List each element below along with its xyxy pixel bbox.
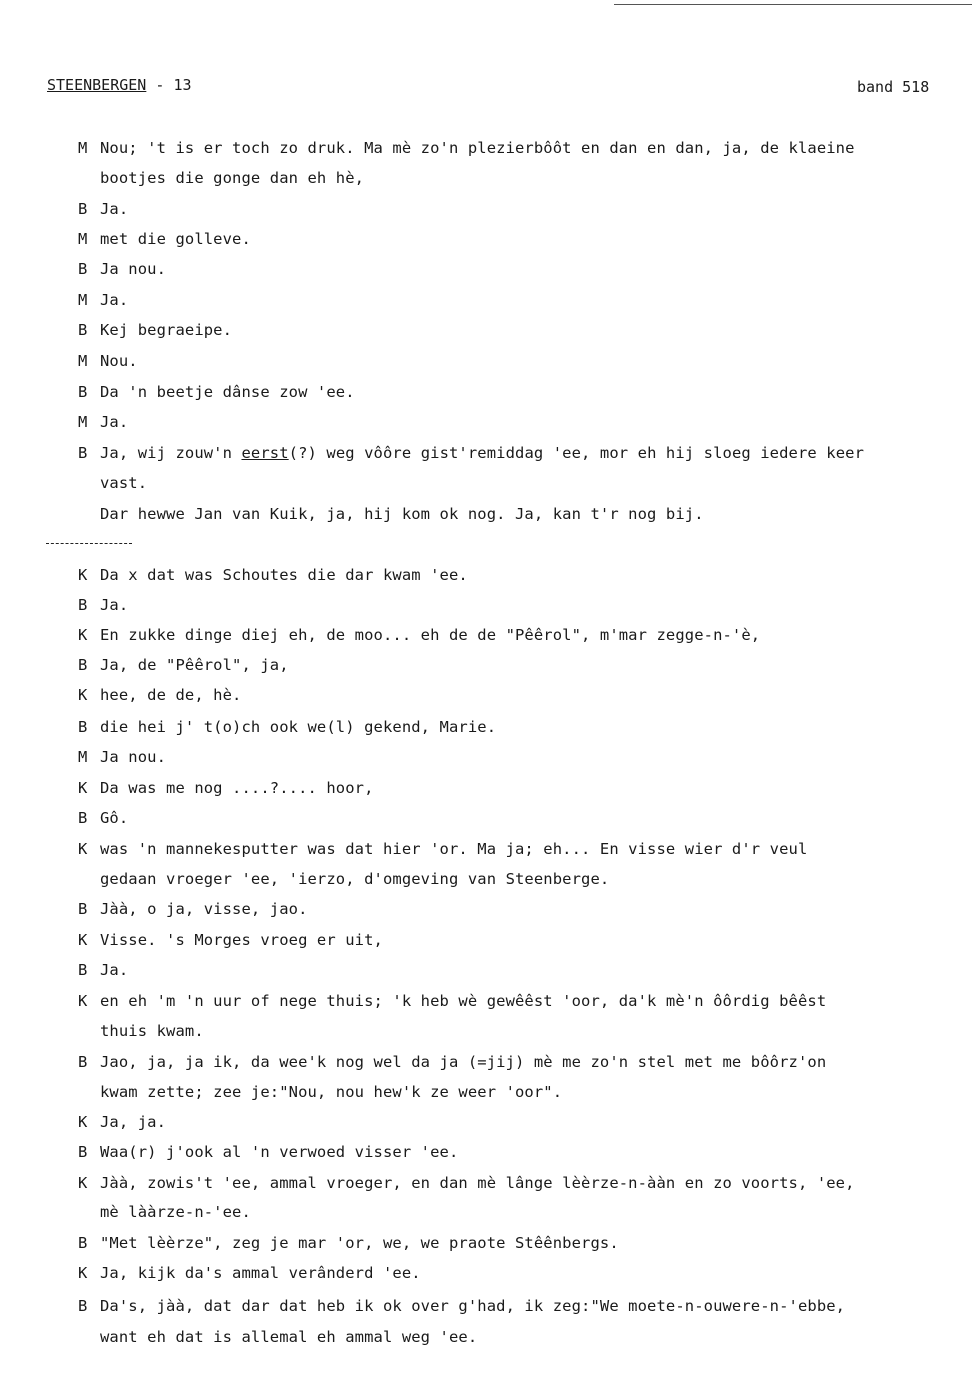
- transcript-line: kwam zette; zee je:"Nou, nou hew'k ze weer 'oor".: [100, 1083, 563, 1101]
- speaker: B: [78, 321, 88, 339]
- line-text: Ja, wij zouw'n: [100, 444, 242, 462]
- speaker: K: [78, 992, 88, 1010]
- transcript-line: Ja.: [100, 200, 129, 218]
- transcript-line: Visse. 's Morges vroeg er uit,: [100, 931, 383, 949]
- section-divider: [46, 543, 132, 544]
- transcript-line: Ja.: [100, 413, 129, 431]
- speaker: M: [78, 413, 88, 431]
- transcript-line: gedaan vroeger 'ee, 'ierzo, d'omgeving van Steenberge.: [100, 870, 610, 888]
- underlined-word: eerst: [241, 444, 289, 462]
- transcript-line: Kej begraeipe.: [100, 321, 233, 339]
- page-number: 13: [173, 76, 192, 94]
- transcript-line: Da 'n beetje dânse zow 'ee.: [100, 383, 355, 401]
- speaker: K: [78, 686, 88, 704]
- speaker: K: [78, 840, 88, 858]
- header-separator: -: [146, 76, 174, 94]
- transcript-line: thuis kwam.: [100, 1022, 204, 1040]
- speaker: B: [78, 383, 88, 401]
- transcript-line: hee, de de, hè.: [100, 686, 242, 704]
- transcript-line: Da x dat was Schoutes die dar kwam 'ee.: [100, 566, 468, 584]
- speaker: M: [78, 748, 88, 766]
- transcript-line: Jao, ja, ja ik, da wee'k nog wel da ja (=jij) mè me zo'n stel met me bôôrz'on: [100, 1053, 827, 1071]
- speaker: K: [78, 626, 88, 644]
- transcript-line: Nou; 't is er toch zo druk. Ma mè zo'n plezierbôôt en dan en dan, ja, de klaeine: [100, 139, 855, 157]
- speaker: M: [78, 139, 88, 157]
- page-header-left: [47, 76, 192, 94]
- speaker: K: [78, 1264, 88, 1282]
- transcript-line: Nou.: [100, 352, 138, 370]
- speaker: K: [78, 931, 88, 949]
- speaker: K: [78, 566, 88, 584]
- place-name: STEENBERGEN: [47, 76, 147, 94]
- line-text: (?) weg vôôre gist'remiddag 'ee, mor eh hij sloeg iedere keer: [288, 444, 864, 462]
- speaker: M: [78, 230, 88, 248]
- transcript-line: want eh dat is allemal eh ammal weg 'ee.: [100, 1328, 478, 1346]
- speaker: B: [78, 809, 88, 827]
- transcript-line: Ja, ja.: [100, 1113, 167, 1131]
- transcript-line: Ja, de "Pêêrol", ja,: [100, 656, 289, 674]
- transcript-line: bootjes die gonge dan eh hè,: [100, 169, 365, 187]
- transcript-line: en eh 'm 'n uur of nege thuis; 'k heb wè gewêêst 'oor, da'k mè'n ôôrdig bêêst: [100, 992, 827, 1010]
- transcript-line: Jàà, o ja, visse, jao.: [100, 900, 308, 918]
- transcript-line: Da was me nog ....?.... hoor,: [100, 779, 374, 797]
- speaker: K: [78, 1113, 88, 1131]
- transcript-line: Ja nou.: [100, 260, 167, 278]
- transcript-line: die hei j' t(o)ch ook we(l) gekend, Marie.: [100, 718, 497, 736]
- transcript-line: [100, 444, 864, 462]
- transcript-line: Ja.: [100, 961, 129, 979]
- transcript-line: Ja.: [100, 596, 129, 614]
- transcript-line: "Met lèèrze", zeg je mar 'or, we, we praote Stêênbergs.: [100, 1234, 619, 1252]
- top-rule: [614, 4, 972, 5]
- transcript-line: vast.: [100, 474, 148, 492]
- speaker: B: [78, 1053, 88, 1071]
- speaker: B: [78, 1234, 88, 1252]
- speaker: B: [78, 900, 88, 918]
- transcript-line: Ja.: [100, 291, 129, 309]
- transcript-line: met die golleve.: [100, 230, 251, 248]
- transcript-line: Waa(r) j'ook al 'n verwoed visser 'ee.: [100, 1143, 459, 1161]
- speaker: B: [78, 1297, 88, 1315]
- speaker: K: [78, 779, 88, 797]
- transcript-line: Ja, kijk da's ammal verânderd 'ee.: [100, 1264, 421, 1282]
- speaker: B: [78, 718, 88, 736]
- speaker: K: [78, 1174, 88, 1192]
- band-label: band 518: [857, 78, 930, 96]
- transcript-line: En zukke dinge diej eh, de moo... eh de de "Pêêrol", m'mar zegge-n-'è,: [100, 626, 761, 644]
- transcript-line: was 'n mannekesputter was dat hier 'or. Ma ja; eh... En visse wier d'r veul: [100, 840, 808, 858]
- transcript-line: Gô.: [100, 809, 129, 827]
- speaker: B: [78, 961, 88, 979]
- transcript-line: Da's, jàà, dat dar dat heb ik ok over g'had, ik zeg:"We moete-n-ouwere-n-'ebbe,: [100, 1297, 846, 1315]
- speaker: M: [78, 291, 88, 309]
- speaker: B: [78, 1143, 88, 1161]
- speaker: B: [78, 200, 88, 218]
- transcript-line: Jàà, zowis't 'ee, ammal vroeger, en dan mè lânge lèèrze-n-ààn en zo voorts, 'ee,: [100, 1174, 855, 1192]
- speaker: B: [78, 444, 88, 462]
- transcript-line: Dar hewwe Jan van Kuik, ja, hij kom ok nog. Ja, kan t'r nog bij.: [100, 505, 704, 523]
- transcript-line: Ja nou.: [100, 748, 167, 766]
- transcript-line: mè lààrze-n-'ee.: [100, 1203, 251, 1221]
- speaker: B: [78, 656, 88, 674]
- speaker: M: [78, 352, 88, 370]
- speaker: B: [78, 260, 88, 278]
- speaker: B: [78, 596, 88, 614]
